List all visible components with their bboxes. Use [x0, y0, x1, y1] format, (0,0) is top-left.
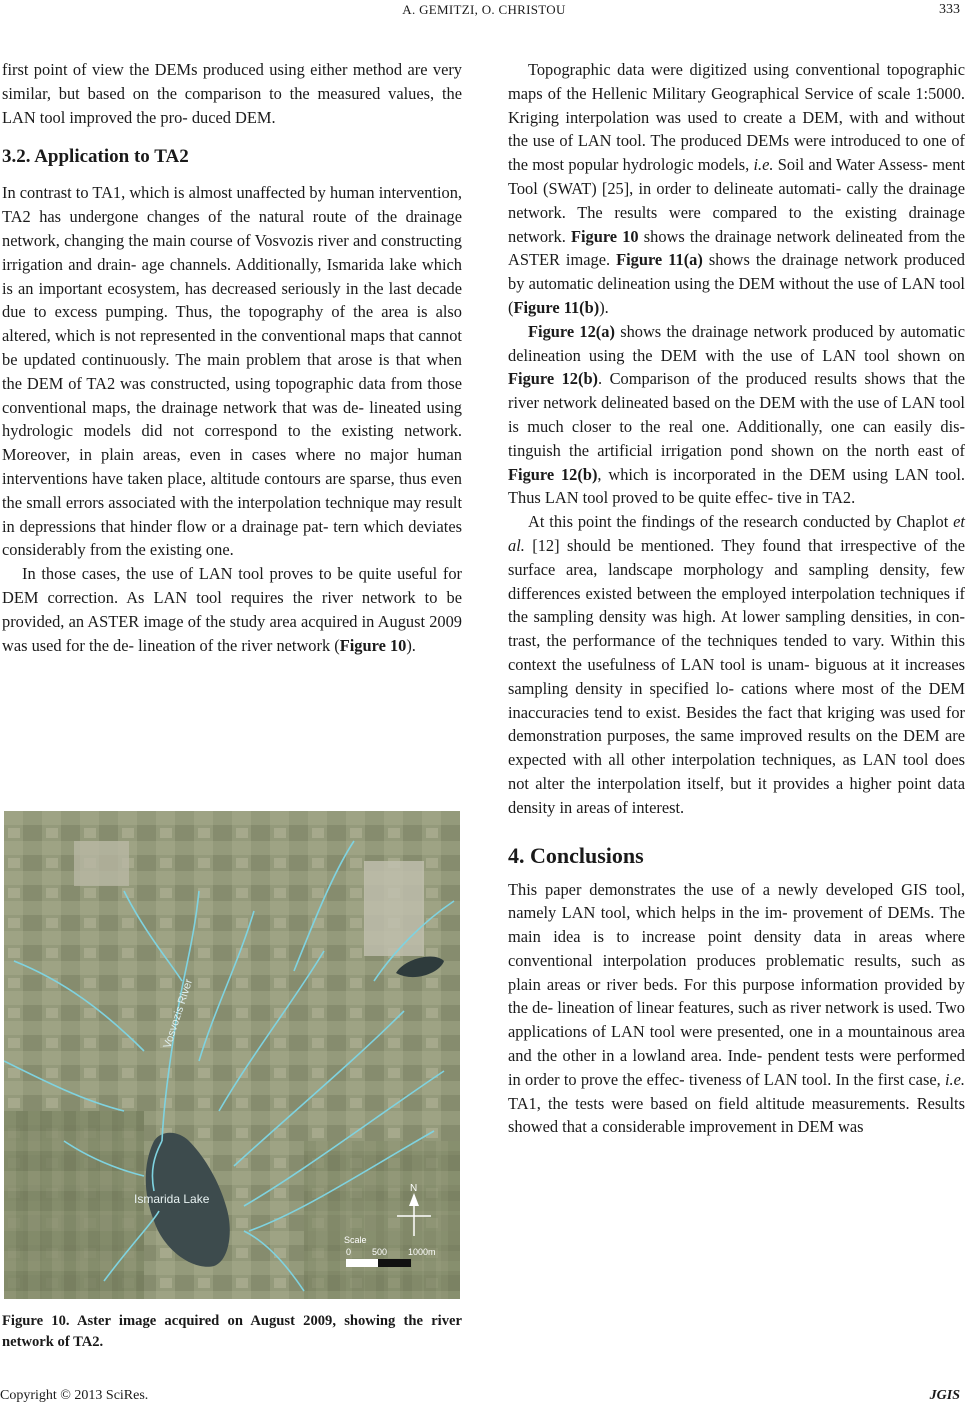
text-span: ). — [599, 297, 609, 317]
section-heading-3-2: 3.2. Application to TA2 — [2, 146, 189, 168]
text-span: TA1, the tests were based on field altitude measurements. Results showed that a considerable improvement in DEM was — [508, 1093, 965, 1137]
paragraph-conclusions — [508, 878, 965, 1140]
text-span: i.e. — [753, 155, 774, 175]
figure-reference-link[interactable]: Figure 11(b) — [513, 297, 600, 317]
text-span: shows the drainage network produced by automatic delineation using the DEM with the use of LAN tool shown on — [508, 321, 966, 365]
page-number: 333 — [939, 2, 960, 17]
text-span: Topographic data were digitized using conventional topographic maps of the Hellenic Military Geographical Service of scale 1:5000. Kriging interpolation was used to create a DEM, with and without the use of LAN tool. The produced DEMs were introduced to one of the most popular hydrologic models, — [508, 60, 965, 175]
figure-reference-link[interactable]: Figure 12(a) — [528, 321, 615, 341]
paragraph-intro: first point of view the DEMs produced using either method are very similar, but based on the comparison to the measured values, the LAN tool improved the pro- duced DEM. — [2, 60, 462, 127]
text-span: Soil and Water Assess- ment Tool (SWAT) [25], in order to delineate automati- cally the drainage network. The results were compared to the existing drainage network. — [508, 155, 965, 246]
north-label: N — [410, 1183, 418, 1194]
paragraph-chaplot — [508, 510, 965, 819]
right-column — [508, 58, 965, 1139]
figure-reference-link[interactable]: Figure 12(b) — [508, 464, 598, 484]
scale-zero: 0 — [346, 1247, 352, 1257]
running-head-authors: A. GEMITZI, O. CHRISTOU — [402, 2, 566, 17]
scale-title: Scale — [344, 1235, 367, 1245]
paragraph-cases — [2, 562, 462, 657]
page-header — [0, 0, 968, 24]
lake-label: Ismarida Lake — [134, 1192, 210, 1206]
figure-caption: Figure 10. Aster image acquired on August 2009, showing the river network of TA2. — [2, 1313, 462, 1350]
journal-name: JGIS — [929, 1388, 960, 1403]
figure-reference-link[interactable]: Figure 10 — [570, 226, 639, 246]
text-span: , which is incorporated in the DEM using LAN tool. Thus LAN tool proved to be quite effec- tive in TA2. — [508, 464, 965, 508]
left-column — [2, 58, 462, 657]
text-span: et al. — [508, 512, 965, 555]
river-label: Vosvozis River — [161, 977, 196, 1050]
scale-1000: 1000m — [408, 1247, 436, 1257]
figure-reference-link[interactable]: Figure 12(b) — [508, 369, 599, 389]
text-span: In those cases, the use of LAN tool proves to be quite useful for DEM correction. As LAN tool requires the river network to be provided, an ASTER image of the study area acquired in August 2009 was used for the de- lineation of the river network ( — [2, 564, 462, 655]
text-span: ). — [406, 635, 416, 655]
text-span: i.e. — [944, 1069, 965, 1089]
paragraph-topographic-data — [508, 58, 965, 320]
paragraph-ta2: In contrast to TA1, which is almost unaffected by human intervention, TA2 has undergone changes of the natural route of the drainage network, changing the main course of Vosvozis river and constructing irrigation and drain- age channels. Additionally, Ismarida lake which is an important ecosystem, has decreased seriously in the last decade due to excess pumping. Thus, the topography of the area is also altered, which is not represented in the conventional maps that cannot be updated continuously. The main problem that arose is that when the DEM of TA2 was constructed, using topographic data from those conventional maps, the drainage network that was de- lineated using hydrologic models did not correspond to the existing network. Moreover, in plain areas, even in cases where no major human interventions have taken place, altitude contours are sparse, thus even the small errors associated with the interpolation technique may result in depressions that hinder flow or a drainage pat- tern which deviates considerably from the existing one. — [2, 183, 462, 560]
text-span: This paper demonstrates the use of a newly developed GIS tool, namely LAN tool, which helps in the im- provement of DEMs. The main idea is to increase point density data in areas where conventional interpolation produces problematic results, such as plain areas or river beds. For this purpose information provided by the de- lineation of linear features, such as river network is used. Two applications of LAN tool were presented, one in a mountainous area and the other in a lowland area. Inde- pendent tests were performed in order to prove the effec- tiveness of LAN tool. In the first case, — [508, 879, 965, 1089]
figure-reference-link[interactable]: Figure 10 — [339, 635, 407, 655]
text-span: At this point the findings of the research conducted by Chaplot — [528, 512, 954, 532]
paragraph-figure-12 — [508, 320, 965, 510]
section-heading-conclusions: 4. Conclusions — [508, 842, 644, 868]
scale-500: 500 — [372, 1247, 388, 1257]
text-span: shows the drainage network produced by automatic delineation using the DEM without the use of LAN tool ( — [508, 250, 965, 317]
figure-10-aster-image — [4, 811, 460, 1299]
satellite-image — [4, 811, 460, 1299]
text-span: . Comparison of the produced results shows that the river network delineated based on the DEM with the use of LAN tool is much closer to the real one. Additionally, one can easily dis- tinguish the artificial irrigation pond shown on the north east of — [508, 369, 965, 460]
page-footer — [0, 1388, 968, 1410]
text-span: shows the drainage network delineated from the ASTER image. — [508, 226, 965, 270]
figure-reference-link[interactable]: Figure 11(a) — [616, 250, 703, 270]
copyright-notice: Copyright © 2013 SciRes. — [0, 1388, 149, 1403]
text-span: [12] should be mentioned. They found that irrespective of the surface area, landscape morphology and sampling density, few differences existed between the employed interpolation techniques if the sampling density was high. At lower sampling densities, in con- trast, the performance of the techniques tended to vary. Within this context the usefulness of LAN tool is unam- biguous at it increases sampling density in specified lo- cations where most of the DEM inaccuracies tend to exist. Besides the fact that kriging was used for demonstration purposes, the same improved results on the DEM are expected with all other interpolation techniques, as LAN tool does not alter the interpolation itself, but it provides a higher point data density in areas of interest. — [508, 535, 965, 817]
